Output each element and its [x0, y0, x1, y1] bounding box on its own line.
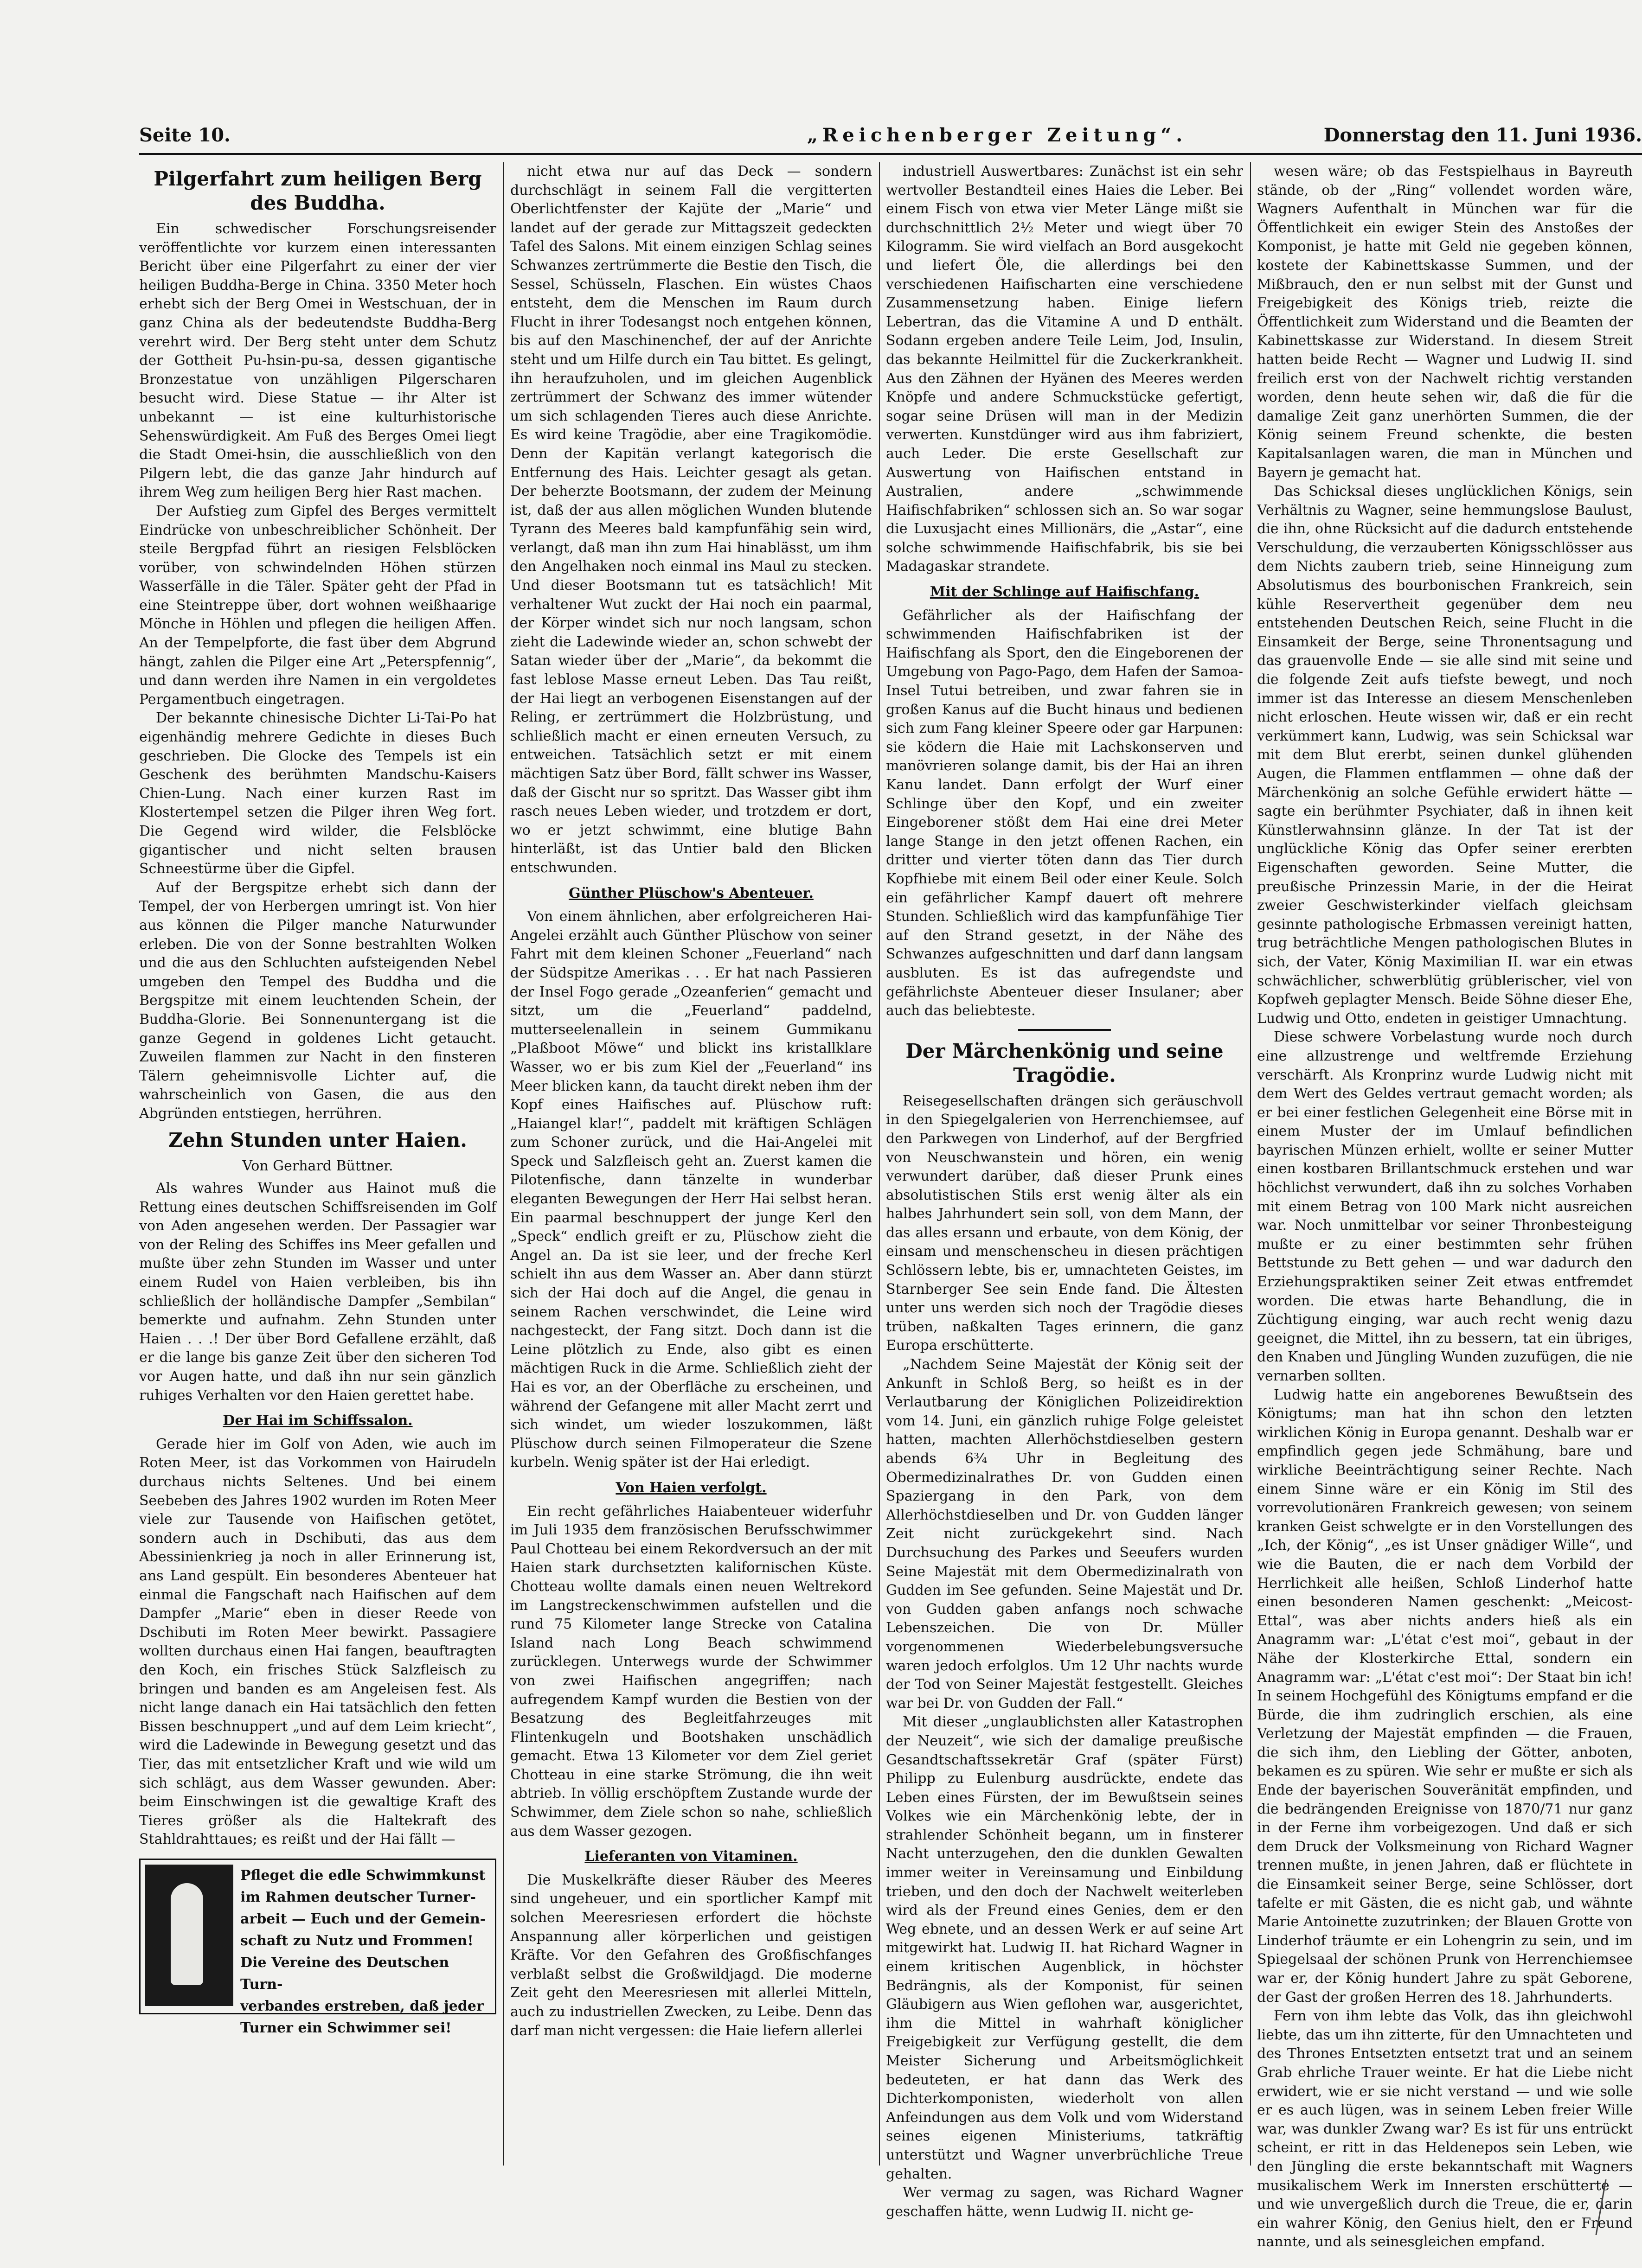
advertisement-box [139, 1859, 496, 2036]
page-header [139, 121, 1642, 155]
subheading: Der Hai im Schiffssalon. [223, 1412, 413, 1429]
paragraph: Diese schwere Vorbelastung wurde noch durch eine allzustrenge und weltfremde Erziehung verschärft. Als Kronprinz wurde Ludwig nicht mit dem Wert des Geldes vertraut gemacht worden; als er bei einer festlichen Gelegenheit eine Börse mit in einem Muster der im Umlauf befindlichen bayrischen Münzen erhielt, wollte er seiner Mutter einen kostbaren Brillantschmuck erstehen und war höchlichst verwundert, daß ihn zu solches Vorhaben mit einem Betrag von 100 Mark nicht ausreichen war. Noch unmittelbar vor seiner Thronbesteigung mußte er zu einer bestimmten sehr frühen Bettstunde zu Bett gehen — und war dadurch den Erziehungspraktiken seiner Zeit etwas entfremdet worden. Die etwas harte Behandlung, die in Züchtigung einging, war auch recht wenig dazu geeignet, die Mittel, ihn zu bessern, tat ein übriges, den Knaben und Jüngling Wunden zuzufügen, die nie vernarben sollten. [1257, 1029, 1633, 1384]
subheading: Günther Plüschow's Abenteuer. [569, 885, 814, 901]
paragraph: Gerade hier im Golf von Aden, wie auch im Roten Meer, ist das Vorkommen von Hairudeln durchaus nichts Seltenes. Und bei einem Seebeben des Jahres 1902 wurden im Roten Meer viele zur Tausende von Haifischen getötet, sondern auch in Dschibuti, das aus dem Abessinienkrieg ja noch in aller Erinnerung ist, ans Land gespült. Ein besonderes Abenteuer hat einmal die Fangschaft nach Haifischen auf dem Dampfer „Marie“ eben in dieser Reede von Dschibuti im Roten Meer bewirkt. Passagiere wollten durchaus einen Hai fangen, beauftragten den Koch, ein frisches Stück Salzfleisch zu bringen und banden es am Angeleisen fest. Als nicht lange danach ein Hai tatsächlich den fetten Bissen beschnuppert „und auf dem Leim kriecht“, wird die Ladewinde in Bewegung gesetzt und das Tier, das mit entsetzlicher Kraft und wie wild um sich schlägt, aus dem Wasser gewunden. Aber: beim Einschwingen ist die gewaltige Kraft des Tieres größer als die Haltekraft des Stahldrahttaues; es reißt und der Hai fällt — [139, 1436, 496, 1848]
article-title-maerchenkoenig: Der Märchenkönig und seine Tragödie. [905, 1039, 1224, 1086]
paragraph: „Nachdem Seine Majestät der König seit der Ankunft in Schloß Berg, so heißt es in der Verlautbarung der Königlichen Polizeidirektion vom 14. Juni, ein gänzlich ruhige Folge geleistet hatten, machten Allerhöchstdieselben gestern abends 6¾ Uhr in Begleitung des Obermedizinalrathes Dr. von Gudden einen Spaziergang in den Park, von dem Allerhöchstdieselben und Dr. von Gudden länger Zeit nicht zurückgekehrt sind. Nach Durchsuchung des Parkes und Seeufers wurden Seine Majestät mit dem Obermedizinalrath von Gudden im See gefunden. Seine Majestät und Dr. von Gudden gaben anfangs noch schwache Lebenszeichen. Die von Dr. Müller vorgenommenen Wiederbelebungsversuche waren jedoch erfolglos. Um 12 Uhr nachts wurde der Tod von Seiner Majestät festgestellt. Gleiches war bei Dr. von Gudden der Fall.“ [886, 1356, 1243, 1712]
paragraph: industriell Auswertbares: Zunächst ist ein sehr wertvoller Bestandteil eines Haies die Leber. Bei einem Fisch von etwa vier Meter Länge mißt sie durchschnittlich 2½ Meter und wiegt über 70 Kilogramm. Sie wird vielfach an Bord ausgekocht und liefert Öle, die allerdings bei den verschiedenen Haifischarten eine verschiedene Zusammensetzung haben. Einige liefern Lebertran, das die Vitamine A und D enthält. Sodann ergeben andere Teile Leim, Jod, Insulin, das bekannte Heilmittel für die Zuckerkrankheit. Aus den Zähnen der Hyänen des Meeres werden Knöpfe und andere Schmuckstücke gefertigt, sogar seine Drüsen will man in der Medizin verwerten. Kunstdünger wird aus ihm fabriziert, auch Leder. Die erste Gesellschaft zur Auswertung von Haifischen entstand in Australien, andere „schwimmende Haifischfabriken“ schlossen sich an. So war sogar die Luxusjacht eines Millionärs, die „Astar“, eine solche schwimmende Haifischfabrik, bis sie bei Madagaskar strandete. [886, 163, 1243, 575]
paragraph: Die Muskelkräfte dieser Räuber des Meeres sind ungeheuer, und ein sportlicher Kampf mit solchen Meeresriesen erfordert die höchste Anspannung aller körperlichen und geistigen Kräfte. Vor den Gefahren des Großfischfanges verblaßt selbst die Großwildjagd. Die moderne Zeit geht den Meeresriesen mit allerlei Mitteln, auch zu industriellen Zwecken, zu Leibe. Denn das darf man nicht vergessen: die Haie liefern allerlei [510, 1872, 872, 2039]
paragraph: Gefährlicher als der Haifischfang der schwimmenden Haifischfabriken ist der Haifischfang als Sport, den die Eingeborenen der Umgebung von Pago-Pago, dem Hafen der Samoa-Insel Tutui betreiben, und zwar fahren sie in großen Kanus auf die Bucht hinaus und bedienen sich zum Fang kleiner Speere oder gar Harpunen: sie ködern die Haie mit Lachskonserven und manövrieren solange damit, bis der Hai an ihren Kanu landet. Dann erfolgt der Wurf einer Schlinge über den Kopf, und ein zweiter Eingeborener stößt dem Hai eine drei Meter lange Stange in den jetzt offenen Rachen, ein dritter und vierter töten dann das Tier durch Kopfhiebe mit einem Beil oder einer Keule. Solch ein gefährlicher Kampf dauert oft mehrere Stunden. Schließlich wird das kampfunfähige Tier auf den Strand gesetzt, in der Nähe des Schwanzes aufgeschnitten und darf dann langsam ausbluten. Es ist das aufregendste und gefährlichste Abenteuer dieser Insulaner; aber auch das beliebteste. [886, 607, 1243, 1019]
column-2 [510, 162, 872, 2166]
paragraph: Als wahres Wunder aus Hainot muß die Rettung eines deutschen Schiffsreisenden im Golf von Aden angesehen werden. Der Passagier war von der Reling des Schiffes ins Meer gefallen und mußte über zehn Stunden im Wasser und unter einem Rudel von Haien verbleiben, bis ihn schließlich der holländische Dampfer „Sembilan“ bemerkte und aufnahm. Zehn Stunden unter Haien . . .! Der über Bord Gefallene erzählt, daß er die lange bis ganze Zeit über den sicheren Tod vor Augen hatte, und daß ihn nur sein gänzlich ruhiges Verhalten vor den Haien gerettet habe. [139, 1180, 496, 1404]
paragraph: Das Schicksal dieses unglücklichen Königs, sein Verhältnis zu Wagner, seine hemmungslose Baulust, die ihn, ohne Rücksicht auf die dadurch entstehende Verschuldung, die verzauberten Königsschlösser aus dem Nichts zaubern trieb, seine Hinneigung zum Absolutismus des bourbonischen Frankreich, sein kühle Reservertheit gegenüber dem neu entstehenden Deutschen Reich, seine Flucht in die Einsamkeit der Berge, seine Thronentsagung und das grauenvolle Ende — sie alle sind mit seine und die folgende Zeit aufs tiefste bewegt, und noch immer ist das Interesse an diesem Menschenleben nicht erloschen. Heute wissen wir, daß er ein recht verkümmert kann, Ludwig, was sein Schicksal war mit dem Blut ererbt, seinen dunkel glühenden Augen, die Flammen entflammen — ohne daß der Märchenkönig an solche Gefühle erwidert hätte — sagte ein berühmter Psychiater, daß in ihnen keit Künstlerwahnsinn glänze. In der Tat ist der unglückliche König das Opfer seiner ererbten Eigenschaften geworden. Seine Mutter, die preußische Prinzessin Marie, in der die Heirat zweier Geschwisterkinder vielfach gleichsam gesinnte pathologische Erbmassen vereinigt hatten, trug beträchtliche Mengen pathologischen Blutes in sich, der Vater, König Maximilian II. war ein etwas schwächlicher, schwerblütig grüblerischer, viel von Kopfweh geplagter Mensch. Beide Söhne dieser Ehe, Ludwig und Otto, endeten in geistiger Umnachtung. [1257, 483, 1633, 1027]
paragraph: Ein schwedischer Forschungsreisender veröffentlichte vor kurzem einen interessanten Bericht über eine Pilgerfahrt zu einer der vier heiligen Buddha-Berge in China. 3350 Meter hoch erhebt sich der Berg Omei in Westschuan, der in ganz China als der bedeutendste Buddha-Berg verehrt wird. Der Berg steht unter dem Schutz der Gottheit Pu-hsin-pu-sa, dessen gigantische Bronzestatue von unzähligen Pilgerscharen besucht wird. Diese Statue — ihr Alter ist unbekannt — ist eine kulturhistorische Sehenswürdigkeit. Am Fuß des Berges Omei liegt die Stadt Omei-hsin, die ausschließlich von den Pilgern lebt, die das ganze Jahr hindurch auf ihrem Weg zum heiligen Berg hier Rast machen. [139, 221, 496, 501]
paragraph: Von einem ähnlichen, aber erfolgreicheren Hai-Angelei erzählt auch Günther Plüschow von seiner Fahrt mit dem kleinen Schoner „Feuerland“ nach der Südspitze Amerikas . . . Er hat nach Passieren der Insel Fogo gerade „Ozeanferien“ gemacht und sitzt, um die „Feuerland“ paddelnd, mutterseelenallein in seinem Gummikanu „Plaßboot Möwe“ und blickt ins kristallklare Wasser, wo er bis zum Kiel der „Feuerland“ ins Meer blicken kann, da taucht direkt neben ihm der Kopf eines Haifisches auf. Plüschow ruft: „Haiangel klar!“, paddelt mit kräftigen Schlägen zum Schoner zurück, und die Hai-Angelei mit Speck und Salzfleisch geht an. Zuerst kamen die Pilotenfische, dann tänzelte in wunderbar eleganten Bewegungen der Herr Hai selbst heran. Ein paarmal beschnuppert der junge Kerl den „Speck“ endlich greift er zu, Plüschow zieht die Angel an. Da ist sie leer, und der freche Kerl schielt ihn aus dem Wasser an. Aber dann stürzt sich der Hai doch auf die Angel, die genau in seinem Rachen verschwindet, die Leine wird nachgesteckt, der Fang sitzt. Doch dann ist die Leine plötzlich zu Ende, also gibt es einen mächtigen Ruck in die Arme. Schließlich zieht der Hai es vor, an der Oberfläche zu erscheinen, und während der Gefangene mit aller Macht zerrt und sich windet, um wieder loszukommen, läßt Plüschow durch seinen Filmoperateur die Szene kurbeln. Wenig später ist der Hai erledigt. [510, 908, 872, 1471]
paragraph: Auf der Bergspitze erhebt sich dann der Tempel, der von Herbergen umringt ist. Von hier aus können die Pilger manche Naturwunder erleben. Die von der Sonne bestrahlten Wolken und die aus den Schluchten aufsteigenden Nebel umgeben den Tempel des Buddha und die Bergspitze mit einem leuchtenden Schein, der Buddha-Glorie. Bei Sonnenuntergang ist die ganze Gegend in goldenes Licht getaucht. Zuweilen flammen zur Nacht in den finsteren Tälern geheimnisvolle Lichter auf, die wahrscheinlich von Gasen, die aus den Abgründen entstiegen, herrühren. [139, 879, 496, 1122]
column-4 [1257, 162, 1633, 2250]
article-title-haien: Zehn Stunden unter Haien. [168, 1128, 467, 1151]
article-title-pilgerfahrt: Pilgerfahrt zum heiligen Berg des Buddha. [154, 167, 482, 214]
paragraph: Wer vermag zu sagen, was Richard Wagner geschaffen hätte, wenn Ludwig II. nicht ge- [886, 2185, 1243, 2220]
paragraph: Der bekannte chinesische Dichter Li-Tai-Po hat eigenhändig mehrere Gedichte in dieses Buch geschrieben. Die Glocke des Tempels ist ein Geschenk des berühmten Mandschu-Kaisers Chien-Lung. Nach einer kurzen Rast im Klostertempel setzen die Pilger ihren Weg fort. Die Gegend wird wilder, die Felsblöcke gigantischer und nicht selten brausen Schneestürme über die Gipfel. [139, 710, 496, 877]
swimmer-illustration [145, 1865, 233, 2006]
paragraph: Ludwig hatte ein angeborenes Bewußtsein des Königtums; man hat ihn schon den letzten wirklichen König in Europa genannt. Deshalb war er empfindlich gegen jede Schmähung, bare und wirkliche Beeinträchtigung seiner Rechte. Nach einem Sinne wäre er ein König im Stil des vorrevolutionären Frankreich gewesen; von seinem kranken Geist schwelgte er in den Vorstellungen des „Ich, der König“, „es ist Unser gnädiger Wille“, und wie die Bauten, die er nach dem Vorbild der Herrlichkeit alle heißen, Schloß Linderhof hatte einen besonderen Namen geschenkt: „Meicost-Ettal“, was aber nichts anders hieß als ein Anagramm war: „L'état c'est moi“, gebaut in der Nähe der Klosterkirche Ettal, sondern ein Anagramm war: „L'état c'est moi“: Der Staat bin ich! In seinem Hochgefühl des Königtums empfand er die Bürde, die ihm zudringlich erschien, als eine Verletzung der Majestät empfinden — die Frauen, die sich ihm, den Liebling der Götter, anboten, bekamen es zu spüren. Wie sehr er mußte er sich als Ende der bayerischen Souveränität empfinden, und die bedrängenden Ereignisse von 1870/71 nur ganz in der Ferne ihm vorbeigezogen. Und daß er sich dem Druck der Volksmeinung von Richard Wagner trennen mußte, in jenen Jahren, daß er flüchtete in die Einsamkeit seiner Berge, seine Schlösser, dort tafelte er mit Gästen, die es nicht gab, und wähnte Marie Antoinette zuzutrinken; der Blauen Grotte von Linderhof träumte er ein Lohengrin zu sein, und im Spiegelsaal der schönen Prunk von Herrenchiemsee war er, der König hundert Jahre zu spät Geborene, der Gast der großen Herren des 18. Jahrhunderts. [1257, 1386, 1633, 2006]
advertisement-text: Pfleget die edle Schwimmkunst im Rahmen deutscher Turner- arbeit — Euch und der Gemein- schaft zu Nutz und Frommen! Die Vereine des Deutschen Turn- verbandes erstreben, daß jeder Turner ein Schwimmer sei! [240, 1867, 486, 2036]
section-separator [1018, 1029, 1111, 1031]
subheading: Mit der Schlinge auf Haifischfang. [930, 584, 1199, 601]
column-3 [886, 162, 1243, 2220]
issue-date: Donnerstag den 11. Juni 1936. [1323, 124, 1642, 146]
column-divider [879, 162, 880, 2166]
paragraph: nicht etwa nur auf das Deck — sondern durchschlägt in seinem Fall die vergitterten Oberlichtfenster der Kajüte der „Marie“ und landet auf der gerade zur Mittagszeit gedeckten Tafel des Salons. Mit einem einzigen Schlag seines Schwanzes zertrümmerte die Bestie den Tisch, die Sessel, Schüsseln, Flaschen. Ein wüstes Chaos entsteht, dem die Menschen im Raum durch Flucht in ihrer Todesangst noch entgehen können, bis auf den Maschinenchef, der auf der Anrichte steht und um Hilfe durch ein Tau bittet. Es gelingt, ihn heraufzuholen, und im gleichen Augenblick zertrümmert der Schwanz des immer wütender um sich schlagenden Tieres auch diese Anrichte. Es wird keine Tragödie, aber eine Tragikomödie. Denn der Kapitän verlangt kategorisch die Entfernung des Hais. Leichter gesagt als getan. Der beherzte Bootsmann, der zudem der Meinung ist, daß der aus allen möglichen Wunden blutende Tyrann des Meeres bald kampfunfähig sein wird, verlangt, daß man ihn zum Hai hinablässt, um ihm den Angelhaken noch einmal ins Maul zu stecken. Und dieser Bootsmann tut es tatsächlich! Mit verhaltener Wut zuckt der Hai noch ein paarmal, der Körper windet sich nur noch langsam, schon zieht die Ladewinde wieder an, schon schwebt der Satan wieder über der „Marie“, da bekommt die fast leblose Masse erneut Leben. Das Tau reißt, der Hai liegt an verbogenen Eisenstangen auf der Reling, er zertrümmert die Holzbrüstung, und schließlich macht er einen erneuten Versuch, zu entweichen. Tatsächlich setzt er mit einem mächtigen Satz über Bord, fällt schwer ins Wasser, daß der Gischt nur so spritzt. Das Wasser gibt ihm rasch neues Leben wieder, und trotzdem er dort, wo er jetzt schwimmt, eine blutige Bahn hinterläßt, ist das Untier bald den Blicken entschwunden. [510, 163, 872, 876]
column-1 [139, 162, 496, 2166]
column-divider [1250, 162, 1251, 2166]
article-author: Von Gerhard Büttner. [242, 1157, 393, 1174]
paragraph: Ein recht gefährliches Haiabenteuer widerfuhr im Juli 1935 dem französischen Berufsschwimmer Paul Chotteau bei einem Rekordversuch an der mit Haien stark durchsetzten kalifornischen Küste. Chotteau wollte damals einen neuen Weltrekord im Langstreckenschwimmen aufstellen und die rund 75 Kilometer lange Strecke von Catalina Island nach Long Beach schwimmend zurücklegen. Unterwegs wurde der Schwimmer von zwei Haifischen angegriffen; nach aufregendem Kampf wurden die Bestien von der Besatzung des Begleitfahrzeuges mit Flintenkugeln und Bootshaken unschädlich gemacht. Etwa 13 Kilometer vor dem Ziel geriet Chotteau in eine starke Strömung, die ihn weit abtrieb. In völlig erschöpftem Zustande wurde der Schwimmer, dem Ziele schon so nahe, schließlich aus dem Wasser gezogen. [510, 1503, 872, 1840]
paragraph: Reisegesellschaften drängen sich geräuschvoll in den Spiegelgalerien von Herrenchiemsee, auf den Parkwegen von Linderhof, auf der Bergfried von Neuschwanstein und hören, ein wenig verwundert darüber, daß dieser Prunk eines absolutistischen Stils erst wenig älter als ein halbes Jahrhundert sein soll, von dem Mann, der das alles ersann und erbaute, von dem König, der einsam und menschenscheu in diesen prächtigen Schlössern lebte, bis er, umnachteten Geistes, im Starnberger See sein Ende fand. Die Ältesten unter uns werden sich noch der Tragödie dieses trüben, naßkalten Tages erinnern, die ganz Europa erschütterte. [886, 1092, 1243, 1354]
paragraph: Der Aufstieg zum Gipfel des Berges vermittelt Eindrücke von unbeschreiblicher Schönheit. Der steile Bergpfad führt an riesigen Felsblöcken vorüber, von schwindelnden Höhen stürzen Wasserfälle in die Täler. Später geht der Pfad in eine Steintreppe über, dort wohnen weißhaarige Mönche in Höhlen und pflegen die heiligen Affen. An der Tempelpforte, die fast über dem Abgrund hängt, zahlen die Pilger eine Art „Peterspfennig“, und dann werden ihre Namen in ein vergoldetes Pergamentbuch eingetragen. [139, 503, 496, 708]
subheading: Lieferanten von Vitaminen. [584, 1848, 798, 1865]
newspaper-name: „Reichenberger Zeitung“. [807, 124, 1187, 146]
paragraph: wesen wäre; ob das Festspielhaus in Bayreuth stände, ob der „Ring“ vollendet worden wäre, Wagners Aufenthalt in München war für die Öffentlichkeit ein ewiger Stein des Anstoßes der Komponist, je hatte mit Geld nie gegeben können, kostete der Kabinettskasse Summen, und der Mißbrauch, den er nun selbst mit der Gunst und Freigebigkeit des Königs trieb, reizte die Öffentlichkeit zum Widerstand und die Beamten der Kabinettskasse zur Widerstand. In diesem Streit hatten beide Recht — Wagner und Ludwig II. sind freilich erst von der Nachwelt richtig verstanden worden, denn heute sehen wir, daß die für die damalige Zeit ganz unerhörten Summen, die der König seinem Freund schenkte, die besten Kapitalsanlagen waren, die man in München und Bayern je gemacht hat. [1257, 163, 1633, 481]
subheading: Von Haien verfolgt. [616, 1479, 767, 1496]
paragraph: Mit dieser „unglaublichsten aller Katastrophen der Neuzeit“, wie sich der damalige preußische Gesandtschaftssekretär Graf (später Fürst) Philipp zu Eulenburg ausdrückte, endete das Leben eines Fürsten, der im Bewußtsein seines Volkes wie ein Märchenkönig lebte, der in strahlender Schönheit begann, um in finsterer Nacht unterzugehen, den die dunklen Gewalten immer weiter in Vereinsamung und Einbildung trieben, und den doch der Nachwelt weiterleben wird als der Freund eines Genies, dem er den Weg ebnete, und an dessen Werk er auf seine Art mitgewirkt hat. Ludwig II. hat Richard Wagner in einem kritischen Augenblick, in höchster Bedrängnis, als der Komponist, für seinen Gläubigern aus Wien geflohen war, ausgerichtet, ihm die Mittel in wahrhaft königlicher Freigebigkeit zur Verfügung gestellt, die dem Meister Sicherung und Arbeitsmöglichkeit bedeuteten, er hat dann das Werk des Dichterkomponisten, wiederholt von allen Anfeindungen aus dem Volk und vom Widerstand seines eigenen Ministeriums, tatkräftig unterstützt und Wagner unverbrüchliche Treue gehalten. [886, 1714, 1243, 2182]
column-divider [503, 162, 504, 2166]
paragraph: Fern von ihm lebte das Volk, das ihn gleichwohl liebte, das um ihn zitterte, für den Umnachteten und des Thrones Entsetzten entsetzt trat und an seinem Grab ehrliche Trauer weinte. Er hat die Liebe nicht erwidert, wie er sie nicht verstand — und wie solle er es auch lügen, was in seinem Leben freier Wille war, was dunkler Zwang war? Es ist für uns entrückt scheint, er ritt in das Heldenepos sein Leben, wie den Jüngling die erste bekanntschaft mit Wagners musikalischem Werk im Innersten erschütterte — und wie unvergeßlich durch die Treue, die er, darin ein wahrer König, den Genius hielt, den er Freund nannte, und als seinesgleichen empfand. [1257, 2008, 1633, 2250]
page-number: Seite 10. [139, 124, 231, 146]
